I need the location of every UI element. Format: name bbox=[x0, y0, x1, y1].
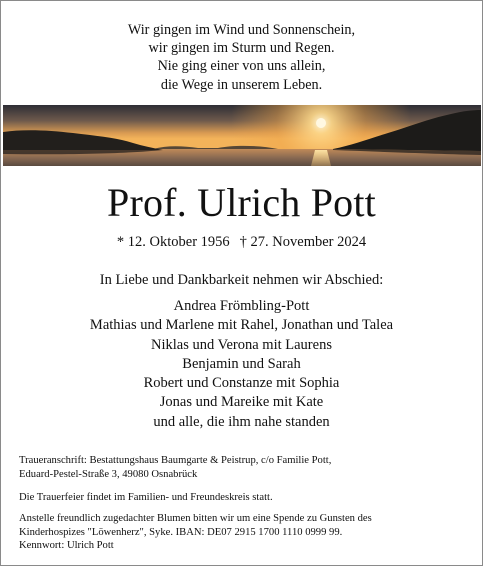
mourners-list bbox=[1, 297, 482, 432]
mourner-line: Andrea Frömbling-Pott bbox=[173, 298, 310, 314]
poem-line: die Wege in unserem Leben. bbox=[160, 76, 323, 93]
death-date: † 27. November 2024 bbox=[239, 234, 367, 250]
donation-note bbox=[19, 512, 471, 553]
deceased-name: Prof. Ulrich Pott bbox=[107, 180, 376, 225]
funeral-service-note bbox=[19, 491, 471, 505]
poem-line: wir gingen im Sturm und Regen. bbox=[148, 40, 335, 57]
address-line: Traueranschrift: Bestattungshaus Baumgarte & Peistrup, c/o Familie Pott, bbox=[19, 455, 332, 466]
farewell-intro: In Liebe und Dankbarkeit nehmen wir Abschied: bbox=[99, 272, 384, 288]
poem-line: Wir gingen im Wind und Sonnenschein, bbox=[127, 22, 356, 38]
poem-line: Nie ging einer von uns allein, bbox=[157, 58, 326, 75]
donation-line: Kennwort: Ulrich Pott bbox=[19, 540, 114, 552]
mourner-line: Benjamin und Sarah bbox=[182, 355, 301, 372]
mourner-line: Niklas und Verona mit Laurens bbox=[151, 336, 332, 353]
birth-date: * 12. Oktober 1956 bbox=[116, 234, 230, 250]
mourner-line: und alle, die ihm nahe standen bbox=[153, 413, 330, 430]
mourning-address bbox=[19, 454, 471, 481]
life-dates bbox=[1, 233, 482, 251]
donation-line: Kinderhospizes "Löwenherz", Syke. IBAN: DE07 2915 1700 1110 0999 99. bbox=[19, 526, 343, 538]
service-line: Die Trauerfeier findet im Familien- und Freundeskreis statt. bbox=[19, 492, 273, 503]
donation-line: Anstelle freundlich zugedachter Blumen bitten wir um eine Spende zu Gunsten des bbox=[19, 513, 372, 524]
address-line: Eduard-Pestel-Straße 3, 49080 Osnabrück bbox=[19, 468, 198, 480]
sunset-over-sea-image bbox=[3, 105, 481, 166]
mourner-line: Jonas und Mareike mit Kate bbox=[159, 394, 324, 411]
poem bbox=[1, 21, 482, 94]
mourner-line: Mathias und Marlene mit Rahel, Jonathan und Talea bbox=[89, 317, 394, 334]
mourner-line: Robert und Constanze mit Sophia bbox=[143, 375, 340, 392]
